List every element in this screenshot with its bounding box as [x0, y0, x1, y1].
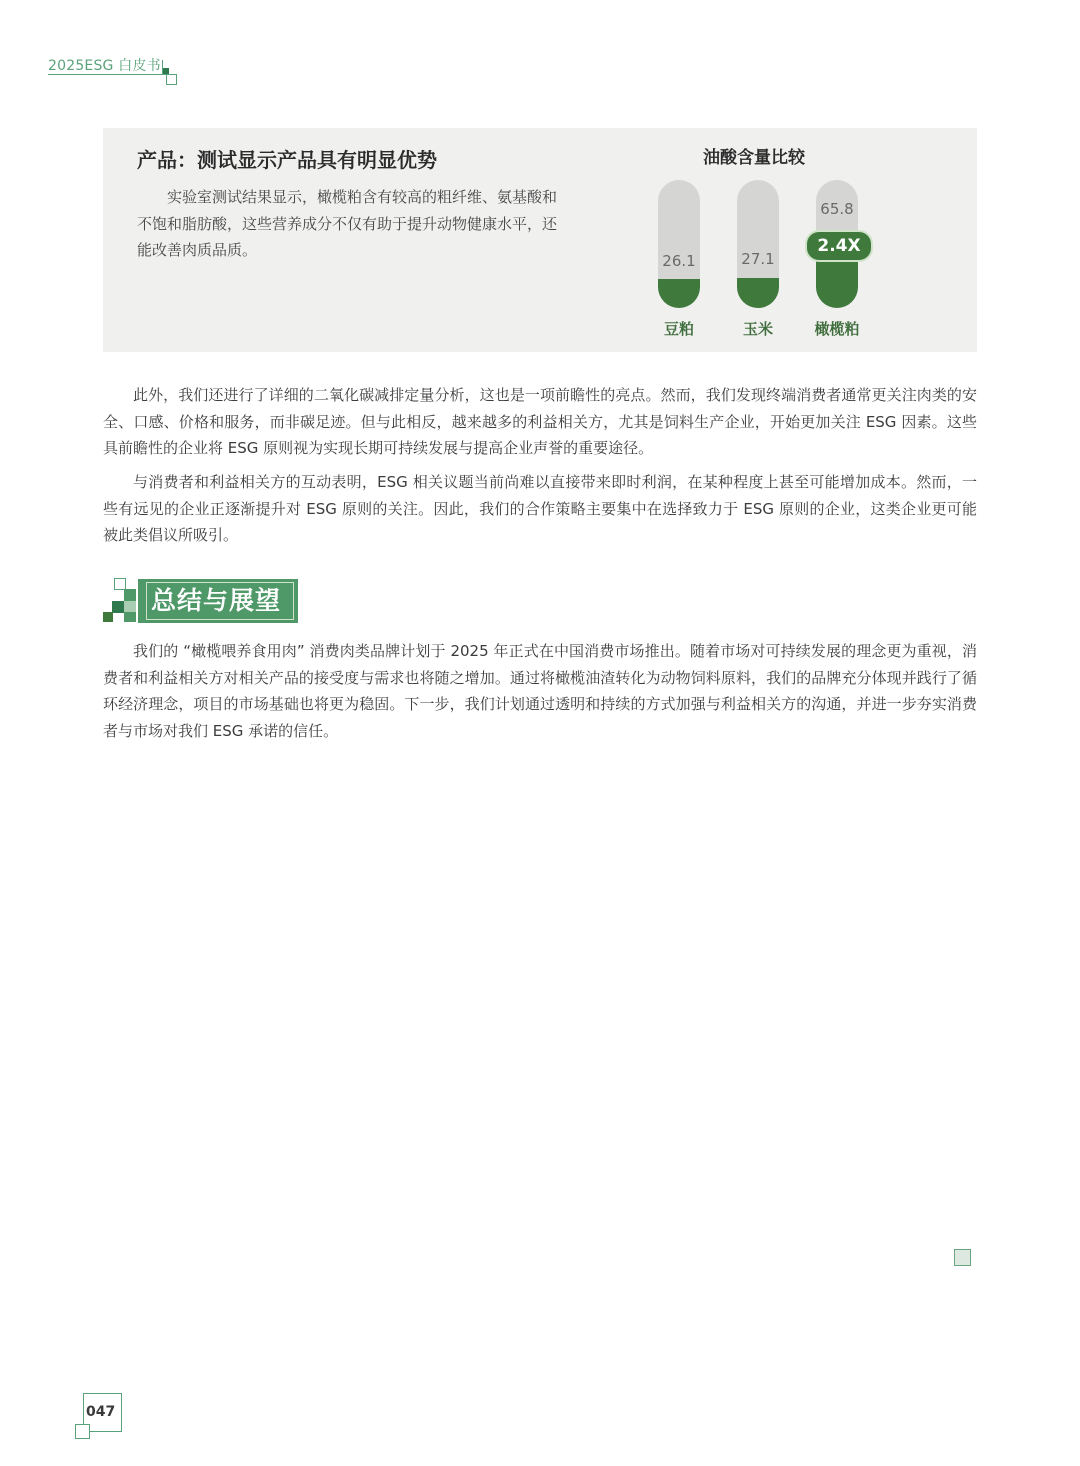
- category-label-olive: 橄榄粕: [814, 320, 860, 338]
- panel-body: 实验室测试结果显示，橄榄粕含有较高的粗纤维、氨基酸和不饱和脂肪酸，这些营养成分不仅有助于提升动物健康水平，还能改善肉质品质。: [137, 188, 558, 259]
- chart-title: 油酸含量比较: [703, 148, 805, 168]
- section-paragraph: 我们的 “橄榄喂养食用肉” 消费肉类品牌计划于 2025 年正式在中国消费市场推出。随着市场对可持续发展的理念更为重视，消费者和利益相关方对相关产品的接受度与需求也将随之增加。通过将橄榄油渣转化为动物饲料原料，我们的品牌充分体现并践行了循环经济理念，项目的市场基础也将更为稳固。下一步，我们计划通过透明和持续的方式加强与利益相关方的沟通，并进一步夯实消费者与市场对我们 ESG 承诺的信任。: [103, 642, 977, 740]
- section-title-box: [138, 579, 298, 623]
- multiplier-badge: 2.4X: [805, 230, 873, 262]
- page-number-square: [75, 1424, 90, 1439]
- panel-heading: 产品：测试显示产品具有明显优势: [137, 148, 437, 172]
- header-square-outline: [166, 74, 177, 85]
- value-label-corn: 27.1: [741, 250, 775, 268]
- capsule-bar-corn: [737, 180, 779, 308]
- section-deco-square-5: [103, 612, 113, 622]
- capsule-bar-soybean: [658, 180, 700, 308]
- header-title: 2025ESG 白皮书: [48, 58, 161, 74]
- product-panel: [103, 128, 977, 352]
- section-deco-square-3: [112, 601, 124, 613]
- category-label-corn: 玉米: [742, 320, 773, 338]
- section-deco-square-6: [124, 612, 136, 622]
- bar-fill-soybean: [658, 279, 700, 308]
- decorative-square: [954, 1249, 971, 1266]
- section-title: 总结与展望: [146, 582, 294, 620]
- paragraph-1: 此外，我们还进行了详细的二氧化碳减排定量分析，这也是一项前瞻性的亮点。然而，我们发现终端消费者通常更关注肉类的安全、口感、价格和服务，而非碳足迹。但与此相反，越来越多的利益相关方，尤其是饲料生产企业，开始更加关注 ESG 因素。这些具前瞻性的企业将 ESG 原则视为实现长期可持续发展与提高企业声誉的重要途径。: [103, 386, 977, 458]
- value-label-soybean: 26.1: [662, 252, 696, 270]
- section-deco-square-2: [124, 589, 136, 601]
- value-label-olive: 65.8: [820, 200, 854, 218]
- page-number: 047: [86, 1404, 116, 1420]
- category-label-soybean: 豆粕: [663, 320, 694, 338]
- header-underline: [48, 74, 166, 75]
- bar-fill-corn: [737, 278, 779, 308]
- paragraph-2: 与消费者和利益相关方的互动表明，ESG 相关议题当前尚难以直接带来即时利润，在某种程度上甚至可能增加成本。然而，一些有远见的企业正逐渐提升对 ESG 原则的关注。因此，我们的合作策略主要集中在选择致力于 ESG 原则的企业，这类企业更可能被此类倡议所吸引。: [103, 473, 977, 545]
